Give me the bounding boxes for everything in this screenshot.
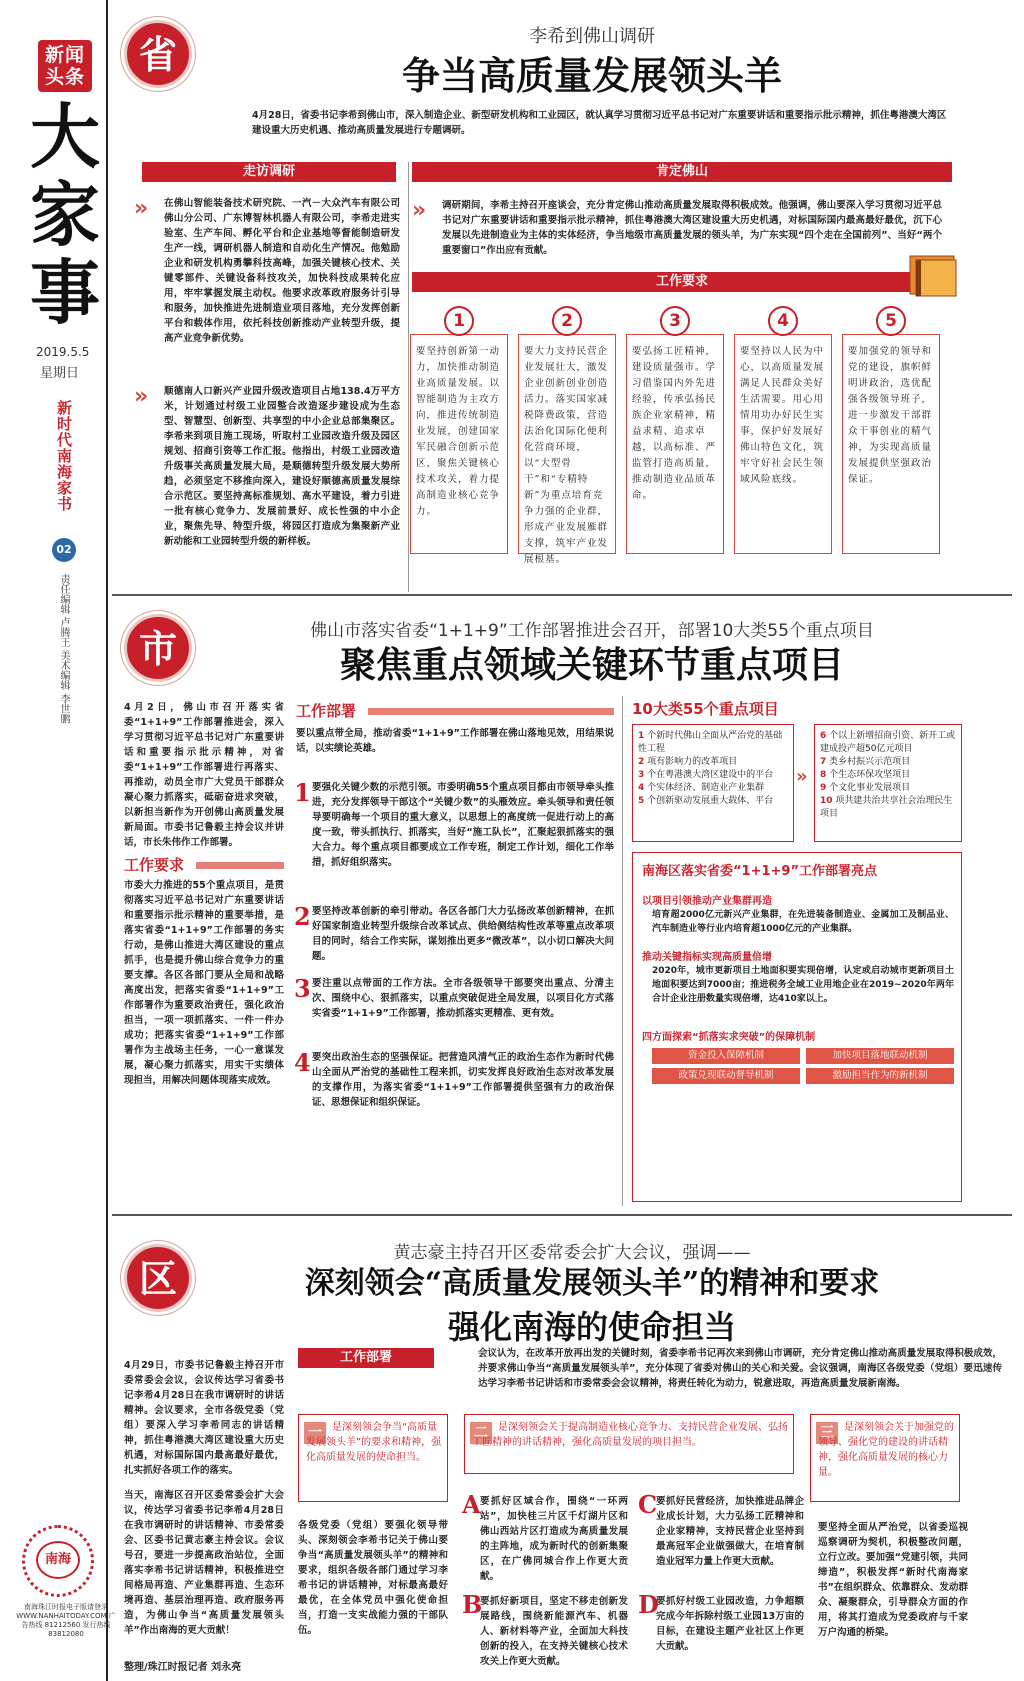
visit-research-tag: 走访调研	[142, 162, 396, 182]
project-label: 个文化事业发展项目	[829, 783, 911, 793]
column-divider	[622, 696, 623, 1206]
item-text-a: 要抓好区域合作，围绕“一环两站”，加快桂三片区千灯湖片区和佛山西站片区打造成为高质量发展的主阵地，成为新时代的创新集聚区，在广佛同城合作上作更大贡献。	[480, 1496, 628, 1582]
quote-text-2: 是深刻领会关于提高制造业核心竞争力、支持民营企业发展、弘扬工匠精神的讲话精神，强化高质量发展的项目担当。	[472, 1422, 788, 1448]
requirement-number-5: 5	[876, 306, 906, 336]
mechanism-pill: 激励担当作为的新机制	[806, 1068, 954, 1084]
masthead	[0, 0, 116, 1681]
requirement-number-2: 2	[552, 306, 582, 336]
section-province	[112, 4, 1012, 596]
district-badge: 区	[124, 1244, 192, 1312]
district-kicker: 黄志豪主持召开区委常委会扩大会议，强调——	[393, 1243, 751, 1263]
requirement-text-2: 要大力支持民营企业发展壮大，激发企业创新创业创造活力。落实国家减税降费政策，营造法治化国际化便利化营商环境，以“大型骨干”和“专精特新”为重点培育竞争力强的企业群，形成产业发展雁群支撑，筑牢产业发展根基。	[524, 346, 609, 565]
item-text-d: 要抓好村级工业园改造，力争超额完成今年拆除村级工业园13万亩的目标，在建设主题产业社区上作更大贡献。	[656, 1596, 804, 1652]
project-label: 个生态环保攻坚项目	[829, 770, 911, 780]
city-requirements-body: 市委大力推进的55个重点项目，是贯彻落实习近平总书记对广东重要讲话和重要指示批示精神的重要举措，是落实省委“1+1+9”工作部署的务实行动，是佛山推进大湾区建设的重点抓手，也是提升佛山综合竞争力的重要支撑。各区各部门要从全局和战略高度出发，把落实省委“1+1+9”工作部署作为重要政治责任，强化政治担当，一项一项抓落实、一件一件办成功；把落实省委“1+1+9”工作部署作为主战场主任务，一心一意谋发展，凝心聚力抓落实，用实干实绩体现担当，用解决问题体现落实成效。	[124, 880, 284, 1086]
item-text-b: 要抓好新项目，坚定不移走创新发展路线，围绕新能源汽车、机器人、新材料等产业，全面加大科技创新的投入，在支持关键核心技术攻关上作更大贡献。	[480, 1596, 628, 1667]
affirm-foshan-tag: 肯定佛山	[412, 162, 952, 182]
project-count: 1	[638, 731, 645, 741]
project-item	[638, 730, 790, 756]
reporter-byline: 整理/珠江时报记者 刘永亮	[124, 1662, 242, 1673]
visit-paragraph-1: 在佛山智能装备技术研究院、一汽－大众汽车有限公司佛山分公司、广东博智林机器人有限公司，李希走进实验室、生产车间、孵化平台和企业基地等督能制造研发生产一线，调研机器人制造和自动化生产情况。他勉励企业和研发机构勇攀科技高峰，加强关键核心技术、关键零部件、关键设备科技攻关，加快科技成果转化应用，牢牢掌握发展主动权。他要求改革政府服务计引导和服务，加快推进先进制造业项目落地，充分发挥创新平台和载体作用，依托科技创新推动产业转型升级，提高产业竞争新优势。	[164, 198, 400, 344]
project-item	[820, 769, 958, 782]
mechanism-pill: 资金投入保障机制	[652, 1048, 800, 1064]
section-city	[112, 596, 1012, 1216]
chevron-right-icon: »	[412, 198, 420, 223]
item-letter-c: C	[638, 1490, 658, 1519]
projects-heading: 10大类55个重点项目	[632, 700, 779, 718]
work-item-text-1: 要强化关键少数的示范引领。市委明确55个重点项目都由市领导牵头推进，充分发挥领导干部这个“关键少数”的头雁效应。牵头领导和责任领导要明确每一个项目的重大意义，以思想上的高度统一促进行动上的高度一致，带头抓执行、抓落实，当好“施工队长”，汇聚起狠抓落实的强大合力。每个重点项目都要成立工作专班，制定工作计划，细化工作举措，抓好组织落实。	[312, 782, 614, 868]
nanhai-bullet-1-text: 培育超2000亿元新兴产业集群，在先进装备制造业、金属加工及制品业、汽车制造业等行业内培育超1000亿元的产业集群。	[652, 910, 954, 934]
projects-list-left	[638, 730, 790, 808]
project-count: 6	[820, 731, 827, 741]
projects-list-right	[820, 730, 958, 821]
project-item	[638, 795, 790, 808]
quote-number-2: 二	[470, 1422, 492, 1444]
work-item-number-2: 2	[294, 902, 311, 931]
requirement-text-3: 要弘扬工匠精神，建设质量强市。学习借鉴国内外先进经验，传承弘扬民族企业家精神，精益求精、追求卓越，以高标准、严监管打造高质量，推动制造业品质革命。	[632, 346, 717, 501]
city-work-intro: 要以重点带全局，推动省委“1+1+9”工作部署在佛山落地见效，用结果说话，以实绩论英雄。	[296, 728, 614, 754]
district-middle-paragraph: 各级党委（党组）要强化领导带头、深刻领会李希书记关于佛山要争当“高质量发展领头羊”的精神和要求，组织各级各部门通过学习李希书记的讲话精神，对标最高最好最优，在全体党员中强化使命担当，打造一支实战能力强的干部队伍。	[298, 1520, 448, 1636]
section-subtitle: 新时代南海家书	[55, 400, 73, 512]
project-item	[638, 782, 790, 795]
project-label: 个创新驱动发展重大载体、平台	[647, 796, 774, 806]
project-label: 个实体经济、制造业产业集群	[647, 783, 765, 793]
work-requirements-banner: 工作要求	[412, 272, 952, 292]
project-count: 5	[638, 796, 645, 806]
project-label: 项有影响力的改革项目	[647, 757, 738, 767]
heading-rule	[368, 708, 614, 715]
column-divider	[408, 162, 409, 592]
city-kicker: 佛山市落实省委“1+1+9”工作部署推进会召开，部署10大类55个重点项目	[310, 621, 874, 641]
project-count: 4	[638, 783, 645, 793]
project-item	[820, 756, 958, 769]
requirement-number-3: 3	[660, 306, 690, 336]
project-label: 个在粤港澳大湾区建设中的平台	[647, 770, 774, 780]
requirement-text-5: 要加强党的领导和党的建设，旗帜鲜明讲政治，选优配强各级领导班子，进一步激发干部群众干事创业的精气神，为实现高质量发展提供坚强政治保证。	[848, 346, 933, 485]
requirement-number-1: 1	[444, 306, 474, 336]
nanhai-bullet-3-heading: 四方面探索“抓落实求突破”的保障机制	[642, 1032, 816, 1043]
city-work-heading: 工作部署	[296, 702, 357, 720]
affirm-paragraph: 调研期间，李希主持召开座谈会，充分肯定佛山推动高质量发展取得积极成效。他强调，佛山要深入学习贯彻习近平总书记对广东重要讲话和重要指示批示精神，抓住粤港澳大湾区建设重大历史机遇，对标国际国内最高最好最优，沉下心发展以先进制造业为主体的实体经济，争当地级市高质量发展的领头羊，为广东实现“四个走在全国前列”、当好“两个重要窗口”作出应有贡献。	[442, 200, 942, 256]
project-label: 个新时代佛山全面从严治党的基础性工程	[638, 731, 783, 754]
qr-caption: 南海珠江时报电子版请登录 WWW.NANHAITODAY.COM 广告热线 81212560 发行热线 83812080	[16, 1603, 116, 1638]
item-letter-b: B	[462, 1590, 483, 1619]
district-top-paragraph: 会议认为，在改革开放再出发的关键时刻，省委李希书记再次来到佛山市调研，充分肯定佛山推动高质量发展取得积极成效，并要求佛山争当“高质量发展领头羊”，充分体现了省委对佛山的关心和关爱。会议强调，南海区各级党委（党组）要迅速传达学习李希书记讲话和市委常委会会议精神，将责任转化为动力，锐意进取，再造高质量发展新南海。	[478, 1348, 1002, 1389]
quote-text-3: 是深刻领会关于加强党的领导、强化党的建设的讲话精神，强化高质量发展的核心力量。	[818, 1422, 954, 1478]
work-item-text-3: 要注重以点带面的工作方法。全市各级领导干部要突出重点、分清主次、围绕中心、狠抓落实，以重点突破促进全局发展，以项目化方式落实省委“1+1+9”工作部署，推动抓落实更精准、更有效。	[312, 978, 614, 1019]
editor-credits: 责任编辑 卢腾王 美术编辑 李世鹏	[58, 574, 69, 724]
nanhai-highlights-heading: 南海区落实省委“1+1+9”工作部署亮点	[642, 864, 878, 879]
project-label: 个以上新增招商引资、新开工或建成投产超50亿元项目	[820, 731, 956, 754]
newspaper-seal-logo: 新闻头条	[38, 40, 92, 92]
mechanism-pill: 政策兑现联动督导机制	[652, 1068, 800, 1084]
nanhai-bullet-1-heading: 以项目引领推动产业集群再造	[642, 896, 772, 907]
item-letter-a: A	[462, 1490, 481, 1519]
district-headline-line-1: 深刻领会“高质量发展领头羊”的精神和要求	[304, 1266, 880, 1301]
chevron-right-icon: »	[134, 196, 142, 221]
project-count: 2	[638, 757, 645, 767]
item-text-c: 要抓好民营经济，加快推进品牌企业成长计划，大力弘扬工匠精神和企业家精神，支持民营企业坚持到最高冠军企业做强做大，在培育制造业冠军力量上作更大贡献。	[656, 1496, 804, 1567]
province-headline: 争当高质量发展领头羊	[401, 53, 782, 98]
page-title: 大家事	[30, 95, 100, 334]
issue-weekday: 星期日	[40, 366, 80, 381]
requirement-text-1: 要坚持创新第一动力，加快推动制造业高质量发展。以智能制造为主攻方向，推进传统制造业发展，创建国家军民融合创新示范区，聚焦关键核心技术攻关，着力提高制造业核心竞争力。	[416, 346, 501, 517]
visit-paragraph-2: 顺德南人口新兴产业园升级改造项目占地138.4万平方米，计划通过村级工业园整合改造逐步建设成为生态型、智慧型、创新型、共享型的中小企业总部集聚区。李希来到项目施工现场，听取村工业园改造升级及园区规划、招商引资等工作汇报。他指出，村级工业园改造升级事关高质量发展大局，是顺德转型升级发展大势所趋，必须坚定不移推向深入，建设好顺德高质量发展综合示范区。要坚持高标准规划、高水平建设，着力引进一批有核心竞争力、发展前景好、成长性强的中小企业，聚焦先导、特型升级，将园区打造成为集聚新产业新动能和工业园转型升级的新样板。	[164, 386, 400, 547]
chevron-right-icon: »	[134, 384, 142, 409]
issue-date: 2019.5.5	[36, 345, 90, 359]
project-item	[820, 782, 958, 795]
project-count: 7	[820, 757, 827, 767]
qr-code-block	[16, 1525, 116, 1638]
project-item	[638, 756, 790, 769]
district-headline-line-2: 强化南海的使命担当	[447, 1308, 736, 1346]
double-arrow-icon: »	[796, 766, 801, 787]
district-left-paragraph-2: 当天，南海区召开区委常委会扩大会议，传达学习省委书记李希4月28日在我市调研时的讲话精神、市委常委会、区委书记黄志豪主持会议。会议号召，要进一步提高政治站位，全面落实李希书记讲话精神，积极推进空间格局再造、产业集群再造、生态环境再造、基层治理再造、政府服务再造，为佛山争当“高质量发展领头羊”作出南海的更大贡献！	[124, 1490, 284, 1636]
district-left-paragraph-1: 4月29日，市委书记鲁毅主持召开市委常委会会议，会议传达学习省委书记李希4月28日在我市调研时的讲话精神。会议要求，全市各级党委（党组）要深入学习李希同志的讲话精神，抓住粤港澳大湾区建设重大历史机遇，对标国际国内最高最好最优，扎实抓好各项工作的落实。	[124, 1360, 284, 1476]
work-item-text-4: 要突出政治生态的坚强保证。把营造风清气正的政治生态作为新时代佛山全面从严治党的基础性工程来抓，切实发挥良好政治生态对改革发展的支撑作用，为落实省委“1+1+9”工作部署提供坚强有力的政治保证、思想保证和组织保证。	[312, 1052, 614, 1108]
project-count: 9	[820, 783, 827, 793]
nanhai-bullet-2-text: 2020年，城市更新项目土地面积要实现倍增，认定或启动城市更新项目土地面积要达到7000亩；推进税务全域工业用地企业在2019~2020年两年合计企业注册数量实现倍增，达410家以上。	[652, 966, 954, 1004]
city-requirements-heading: 工作要求	[124, 856, 185, 874]
page-number-badge: 02	[52, 538, 76, 562]
city-badge: 市	[124, 614, 192, 682]
requirement-number-4: 4	[768, 306, 798, 336]
project-label: 项共建共治共享社会治理民生项目	[820, 796, 953, 819]
quote-number-3: 三	[816, 1422, 838, 1444]
project-count: 8	[820, 770, 827, 780]
province-lede: 4月28日，省委书记李希到佛山市，深入制造企业、新型研发机构和工业园区，就认真学习贯彻习近平总书记对广东重要讲话和重要指示批示精神，抓住粤港澳大湾区建设重大历史机遇、推动高质量发展进行专题调研。	[252, 110, 947, 136]
books-icon	[904, 252, 962, 300]
project-item	[638, 769, 790, 782]
nanhai-bullet-2-heading: 推动关键指标实现高质量倍增	[642, 952, 772, 963]
project-count: 10	[820, 796, 833, 806]
item-letter-d: D	[638, 1590, 659, 1619]
quote-text-1: 是深刻领会争当“高质量发展领头羊”的要求和精神，强化高质量发展的使命担当。	[306, 1422, 442, 1463]
province-badge: 省	[124, 20, 192, 88]
work-item-number-3: 3	[294, 974, 311, 1003]
project-item	[820, 795, 958, 821]
city-lede: 4月2日，佛山市召开落实省委“1+1+9”工作部署推进会，深入学习贯彻习近平总书记对广东重要讲话和重要指示批示精神，对省委“1+1+9”工作部署进行再落实、再推动，动员全市广大党员干部群众凝心聚力抓落实，砥砺奋进求突破，以新担当新作为开创佛山高质量发展新局面。市委书记鲁毅主持会议并讲话，市长朱伟作工作部署。	[124, 702, 284, 848]
province-kicker: 李希到佛山调研	[529, 26, 655, 47]
section-district	[112, 1218, 1012, 1678]
mechanism-pill: 加快项目落地联动机制	[806, 1048, 954, 1064]
work-item-number-1: 1	[294, 778, 311, 807]
city-headline: 聚焦重点领域关键环节重点项目	[339, 644, 844, 686]
project-item	[820, 730, 958, 756]
district-right-paragraph: 要坚持全面从严治党，以省委巡视巡察调研为契机，积极整改问题，立行立改。要加强“党建引领，共同缔造”，积极发挥“新时代南海家书”在组织群众、依靠群众、发动群众、凝聚群众，引导群众方面的作用，将其打造成为党委政府与千家万户沟通的桥梁。	[818, 1522, 968, 1638]
work-item-number-4: 4	[294, 1048, 311, 1077]
requirement-text-4: 要坚持以人民为中心，以高质量发展满足人民群众美好生活需要。用心用情用功办好民生实事，保护好发展好佛山特色文化，筑牢守好社会民生领域风险底线。	[740, 346, 825, 485]
district-work-tag: 工作部署	[298, 1348, 434, 1368]
nanhai-logo: 南海	[36, 1541, 80, 1579]
project-label: 类乡村振兴示范项目	[829, 757, 911, 767]
quote-number-1: 一	[304, 1422, 326, 1444]
project-count: 3	[638, 770, 645, 780]
work-item-text-2: 要坚持改革创新的牵引带动。各区各部门大力弘扬改革创新精神，在抓好国家制造业转型升级综合改革试点、供给侧结构性改革等重点改革项目的同时，结合工作实际，谋划推出更多“微改革”，以小切口解决大问题。	[312, 906, 614, 962]
heading-rule	[196, 862, 284, 869]
